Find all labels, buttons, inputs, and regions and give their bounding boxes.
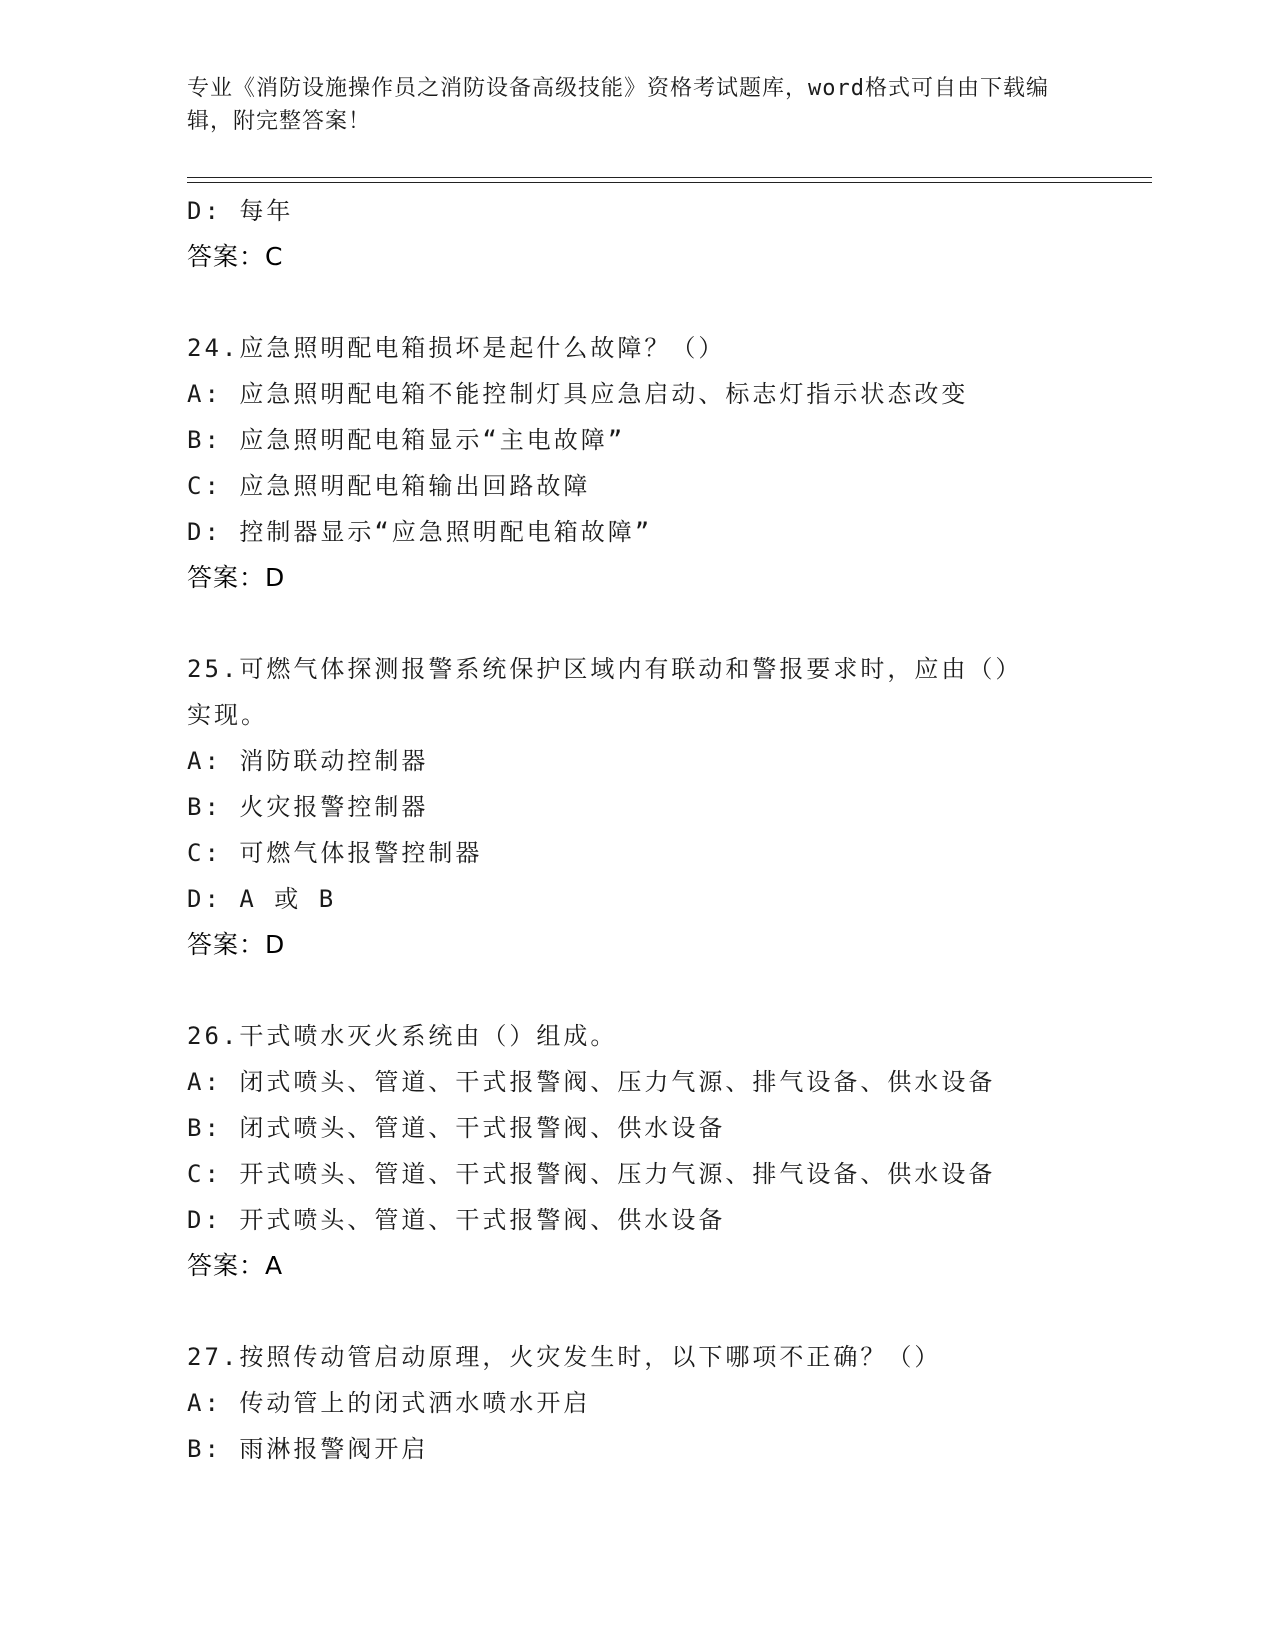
option-a: A: 消防联动控制器: [187, 747, 429, 775]
question-stem: 27.按照传动管启动原理，火灾发生时，以下哪项不正确？（）: [187, 1343, 942, 1371]
spacer: [187, 1289, 1087, 1334]
question-list: [187, 188, 1087, 1472]
option-c: C: 应急照明配电箱输出回路故障: [187, 472, 591, 500]
option-c: C: 开式喷头、管道、干式报警阀、压力气源、排气设备、供水设备: [187, 1160, 996, 1188]
option-b: B: 闭式喷头、管道、干式报警阀、供水设备: [187, 1114, 726, 1142]
option-c: C: 可燃气体报警控制器: [187, 839, 483, 867]
question-stem: 26.干式喷水灭火系统由（）组成。: [187, 1022, 618, 1050]
option-d: D: 每年: [187, 197, 294, 225]
question-26: [187, 1013, 1087, 1289]
question-stem: 25.可燃气体探测报警系统保护区域内有联动和警报要求时，应由（）: [187, 655, 1023, 683]
question-stem: 24.应急照明配电箱损坏是起什么故障？（）: [187, 334, 726, 362]
option-a: A: 闭式喷头、管道、干式报警阀、压力气源、排气设备、供水设备: [187, 1068, 996, 1096]
option-d: D: 开式喷头、管道、干式报警阀、供水设备: [187, 1206, 726, 1234]
option-b: B: 火灾报警控制器: [187, 793, 429, 821]
option-b: B: 应急照明配电箱显示“主电故障”: [187, 426, 626, 454]
spacer: [187, 280, 1087, 325]
option-d: D: A 或 B: [187, 885, 337, 913]
spacer: [187, 601, 1087, 646]
spacer: [187, 968, 1087, 1013]
option-a: A: 应急照明配电箱不能控制灯具应急启动、标志灯指示状态改变: [187, 380, 969, 408]
question-25: [187, 646, 1087, 968]
answer-line: 答案：C: [187, 242, 284, 271]
question-stem-continued: 实现。: [187, 701, 268, 729]
answer-line: 答案：A: [187, 1251, 284, 1280]
question-27: [187, 1334, 1087, 1472]
header-divider: [187, 177, 1152, 183]
answer-line: 答案：D: [187, 930, 286, 959]
page-header: 专业《消防设施操作员之消防设备高级技能》资格考试题库，word格式可自由下载编辑，附完整答案！: [187, 76, 1049, 134]
answer-line: 答案：D: [187, 563, 286, 592]
option-a: A: 传动管上的闭式洒水喷水开启: [187, 1389, 591, 1417]
question-24: [187, 325, 1087, 601]
option-d: D: 控制器显示“应急照明配电箱故障”: [187, 518, 653, 546]
option-b: B: 雨淋报警阀开启: [187, 1435, 429, 1463]
